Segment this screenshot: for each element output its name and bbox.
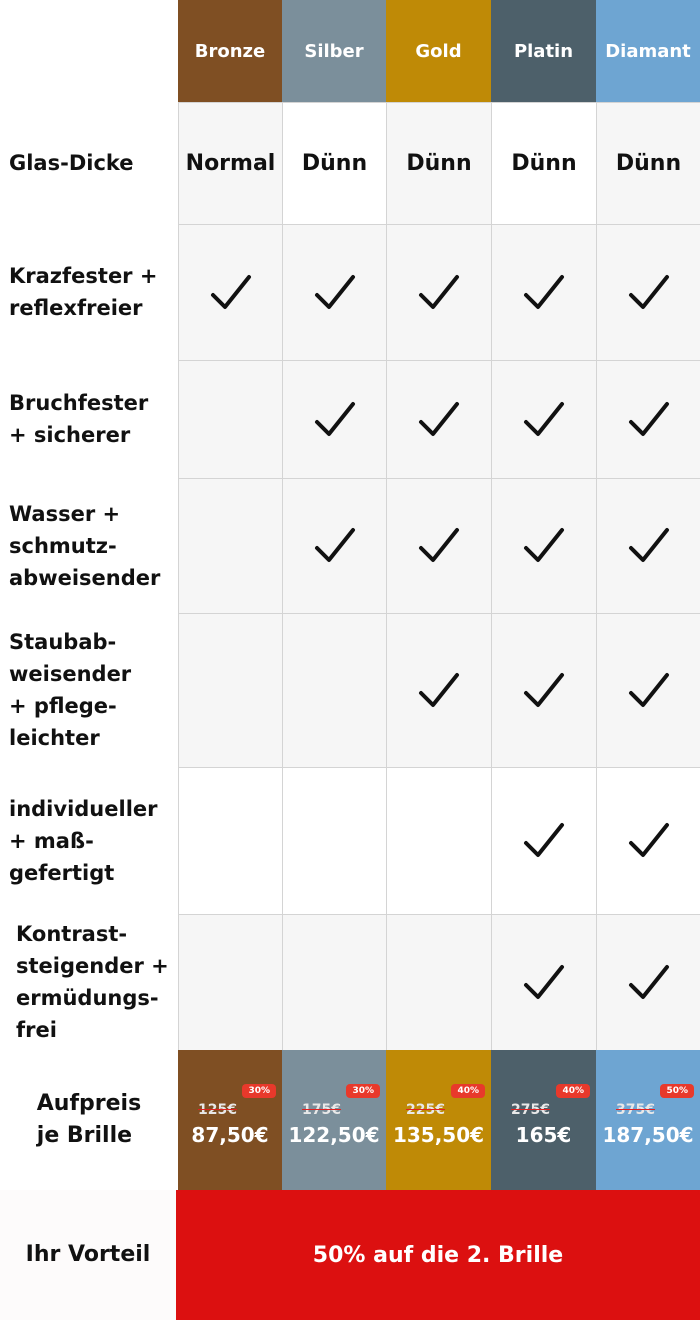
feature-cell — [491, 478, 596, 613]
feature-cell — [386, 767, 491, 914]
feature-cell — [596, 224, 700, 360]
row-label: Bruchfester + sicherer — [0, 360, 178, 478]
feature-cell — [282, 914, 386, 1050]
feature-cell — [282, 478, 386, 613]
tier-header-diamant: Diamant — [596, 0, 700, 102]
old-price: 225€ — [406, 1102, 445, 1118]
checkmark-icon — [417, 398, 461, 442]
checkmark-icon — [522, 398, 566, 442]
feature-row-kontrast — [0, 914, 700, 1050]
feature-cell — [386, 224, 491, 360]
feature-cell — [178, 613, 282, 767]
discount-badge: 40% — [451, 1084, 485, 1098]
header-row — [0, 0, 700, 102]
discount-badge: 50% — [660, 1084, 694, 1098]
row-label: Glas-Dicke — [0, 102, 178, 224]
feature-cell — [178, 767, 282, 914]
checkmark-icon — [522, 271, 566, 315]
row-label: Krazfester + reflexfreier — [0, 224, 178, 360]
row-label: individueller + maß- gefertigt — [0, 767, 178, 914]
old-price: 175€ — [302, 1102, 341, 1118]
feature-cell — [178, 224, 282, 360]
price-cell-diamant — [596, 1050, 700, 1190]
glass-value: Dünn — [282, 102, 386, 224]
feature-cell — [282, 767, 386, 914]
checkmark-icon — [209, 271, 253, 315]
new-price: 122,50€ — [288, 1123, 380, 1147]
checkmark-icon — [313, 271, 357, 315]
feature-cell — [596, 360, 700, 478]
tier-header-platin: Platin — [491, 0, 596, 102]
price-cell-gold — [386, 1050, 491, 1190]
feature-cell — [386, 478, 491, 613]
feature-row-wasser — [0, 478, 700, 613]
pricing-row — [0, 1050, 700, 1190]
row-label: Aufpreis je Brille — [0, 1050, 178, 1190]
feature-cell — [596, 767, 700, 914]
checkmark-icon — [522, 669, 566, 713]
feature-cell — [282, 360, 386, 478]
checkmark-icon — [522, 961, 566, 1005]
checkmark-icon — [627, 819, 671, 863]
tier-header-bronze: Bronze — [178, 0, 282, 102]
checkmark-icon — [627, 961, 671, 1005]
feature-cell — [386, 613, 491, 767]
checkmark-icon — [627, 524, 671, 568]
feature-cell — [282, 224, 386, 360]
feature-row-bruchfester — [0, 360, 700, 478]
advantage-row — [0, 1190, 700, 1320]
price-cell-bronze — [178, 1050, 282, 1190]
new-price: 87,50€ — [191, 1123, 269, 1147]
glass-value: Normal — [178, 102, 282, 224]
glass-thickness-row — [0, 102, 700, 224]
feature-cell — [386, 360, 491, 478]
feature-cell — [596, 613, 700, 767]
feature-row-staub — [0, 613, 700, 767]
row-label: Wasser + schmutz- abweisender — [0, 478, 178, 613]
new-price: 135,50€ — [392, 1123, 485, 1147]
checkmark-icon — [313, 524, 357, 568]
glass-value: Dünn — [491, 102, 596, 224]
row-label: Kontrast- steigender + ermüdungs- frei — [0, 914, 178, 1050]
checkmark-icon — [627, 669, 671, 713]
discount-badge: 30% — [346, 1084, 380, 1098]
glass-value: Dünn — [386, 102, 491, 224]
old-price: 375€ — [616, 1102, 655, 1118]
checkmark-icon — [627, 271, 671, 315]
glass-value: Dünn — [596, 102, 700, 224]
feature-cell — [282, 613, 386, 767]
feature-cell — [596, 478, 700, 613]
advantage-banner: 50% auf die 2. Brille — [176, 1190, 700, 1320]
feature-cell — [178, 360, 282, 478]
feature-cell — [386, 914, 491, 1050]
checkmark-icon — [627, 398, 671, 442]
checkmark-icon — [417, 524, 461, 568]
feature-cell — [596, 914, 700, 1050]
checkmark-icon — [522, 524, 566, 568]
checkmark-icon — [522, 819, 566, 863]
feature-cell — [491, 360, 596, 478]
price-cell-silber — [282, 1050, 386, 1190]
discount-badge: 40% — [556, 1084, 590, 1098]
price-cell-platin — [491, 1050, 596, 1190]
feature-cell — [491, 767, 596, 914]
feature-cell — [178, 914, 282, 1050]
feature-cell — [491, 224, 596, 360]
old-price: 275€ — [511, 1102, 550, 1118]
feature-cell — [491, 613, 596, 767]
row-label: Staubab- weisender + pflege- leichter — [0, 613, 178, 767]
feature-row-krazfester — [0, 224, 700, 360]
old-price: 125€ — [198, 1102, 237, 1118]
tier-header-silber: Silber — [282, 0, 386, 102]
discount-badge: 30% — [242, 1084, 276, 1098]
row-label: Ihr Vorteil — [0, 1190, 176, 1320]
checkmark-icon — [417, 271, 461, 315]
new-price: 165€ — [515, 1123, 572, 1147]
header-corner — [0, 0, 178, 102]
checkmark-icon — [313, 398, 357, 442]
feature-cell — [491, 914, 596, 1050]
checkmark-icon — [417, 669, 461, 713]
tier-header-gold: Gold — [386, 0, 491, 102]
feature-cell — [178, 478, 282, 613]
new-price: 187,50€ — [602, 1123, 694, 1147]
feature-row-individueller — [0, 767, 700, 914]
